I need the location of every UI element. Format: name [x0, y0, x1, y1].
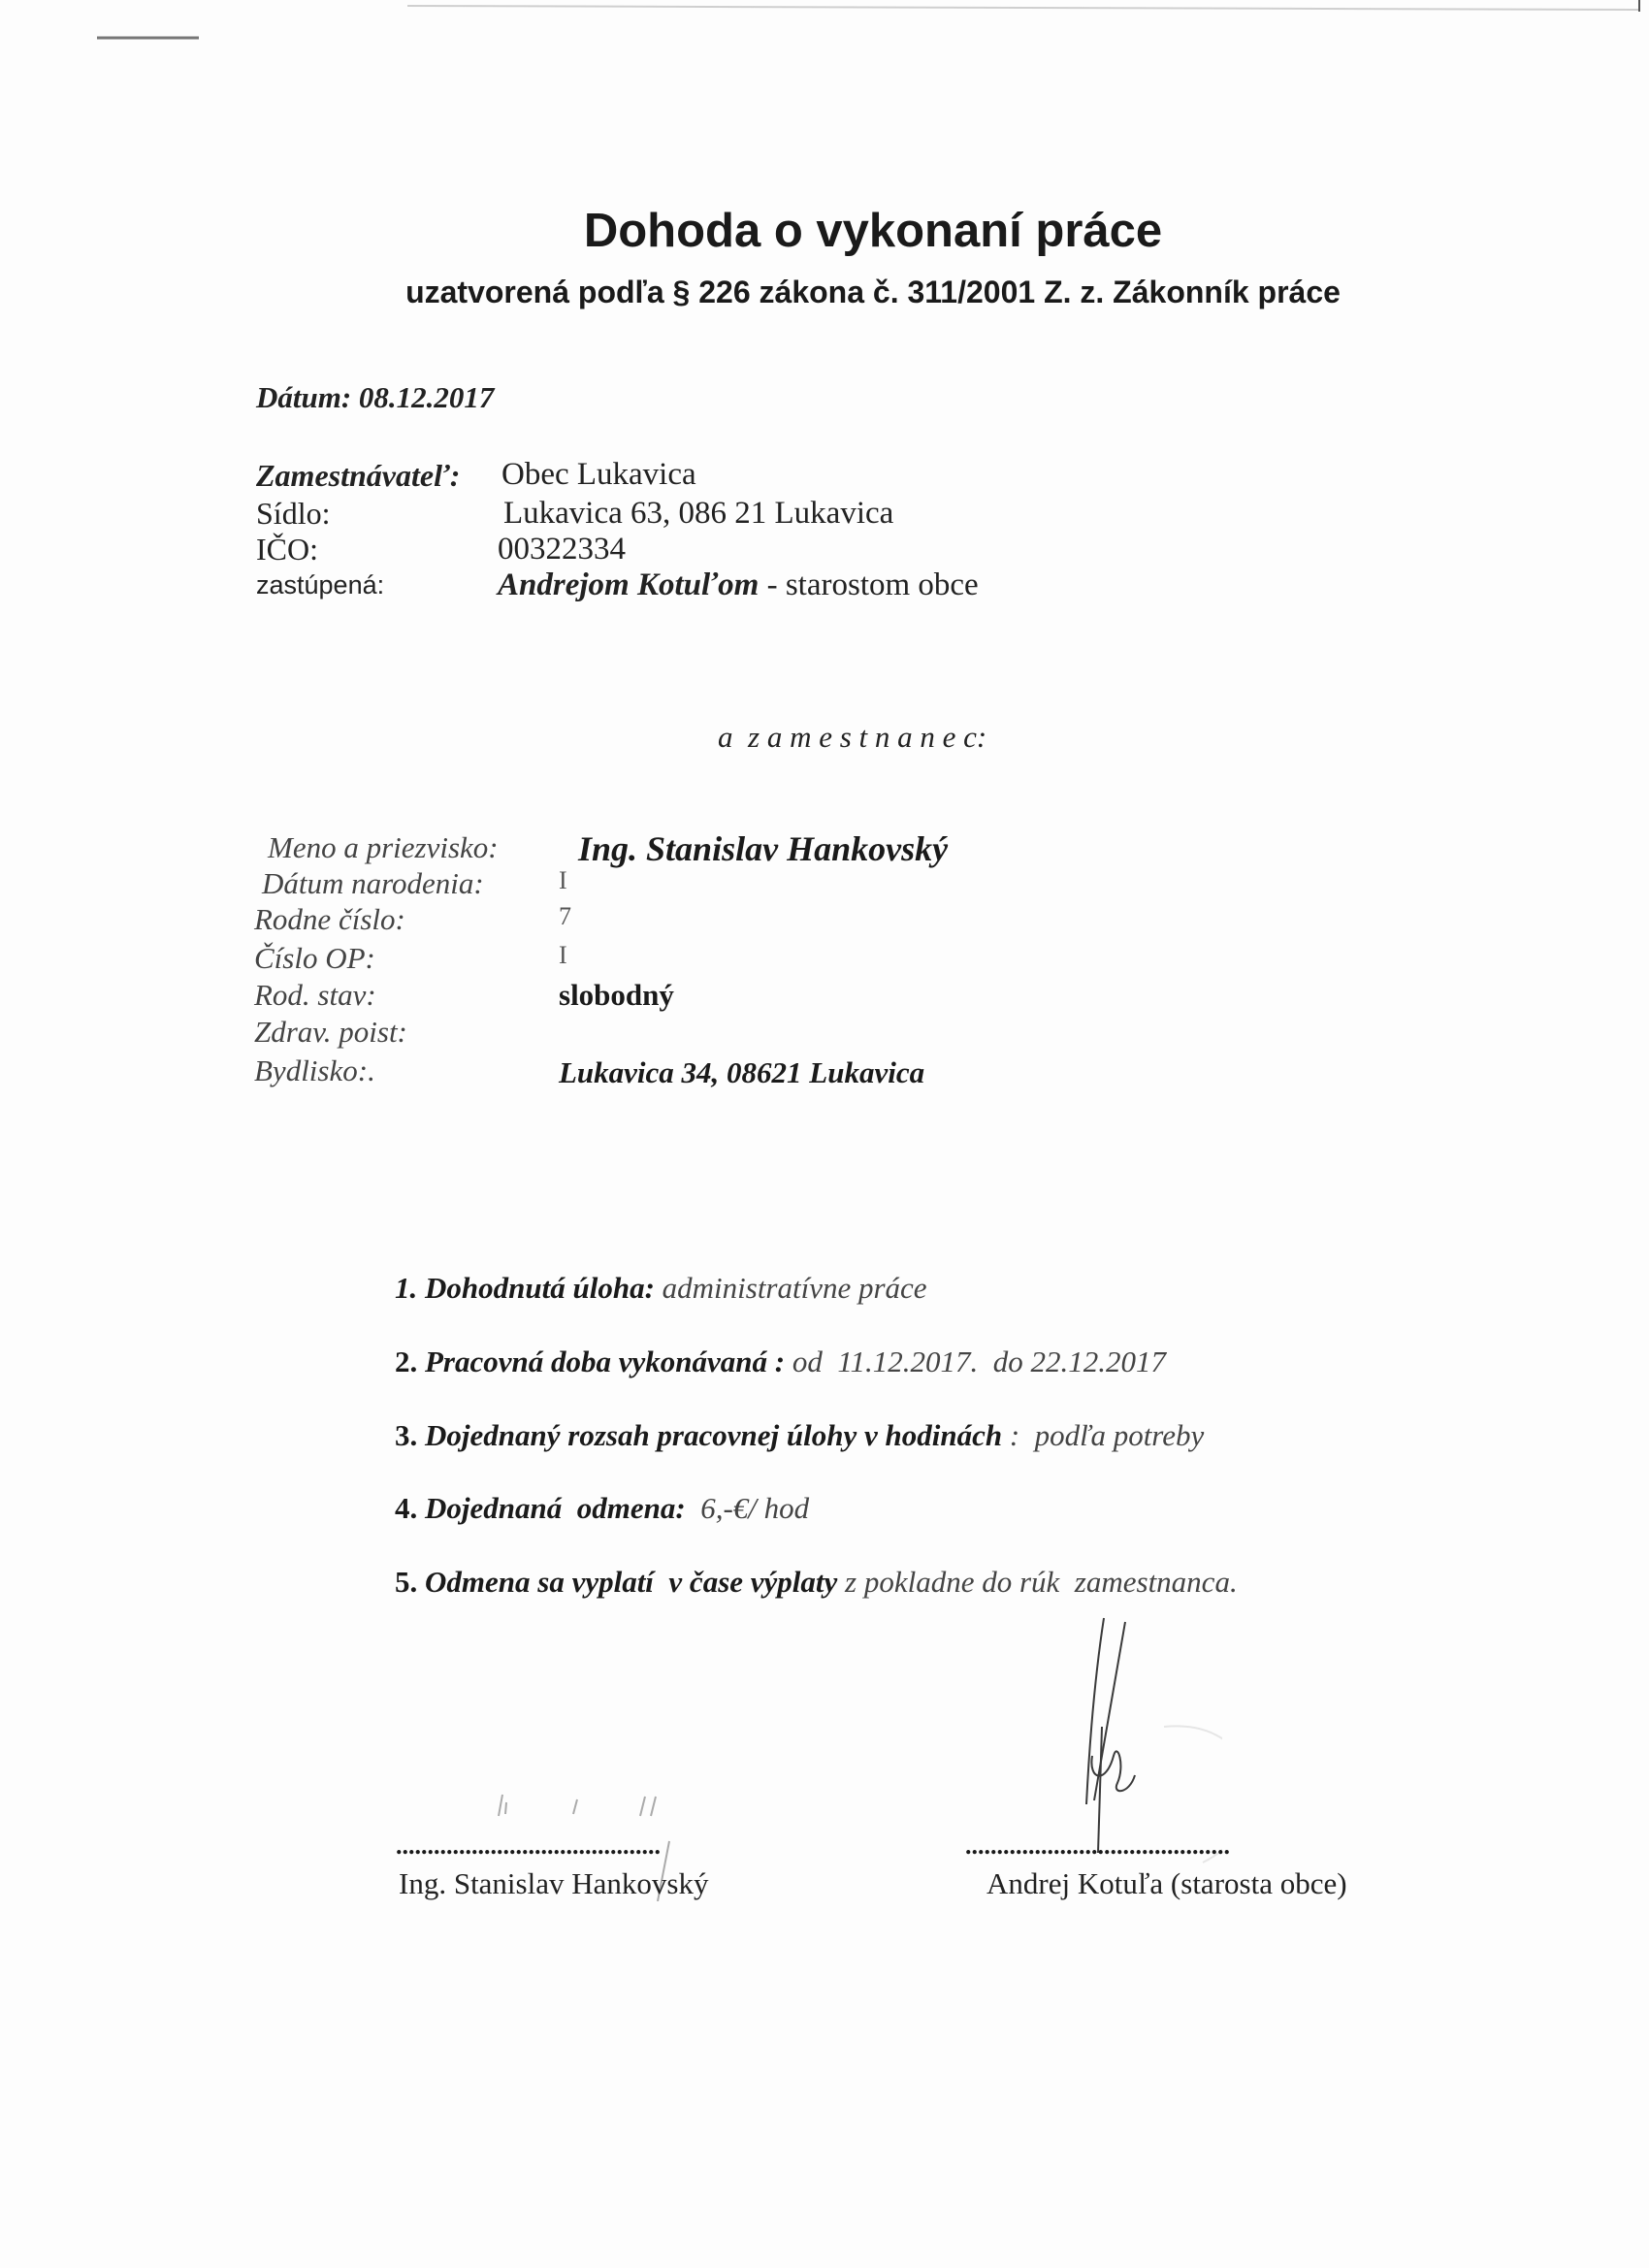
party-separator: a z a m e s t n a n e c:	[718, 720, 987, 754]
employer-signature-line: ..........................................	[965, 1831, 1230, 1860]
term-item	[395, 1418, 1204, 1453]
employer-signature-name: Andrej Kotuľa (starosta obce)	[986, 1866, 1347, 1900]
term-item	[395, 1271, 927, 1306]
document-title: Dohoda o vykonaní práce	[583, 205, 1163, 257]
employee-row-label: Meno a priezvisko:	[268, 830, 499, 864]
employee-signature-name: Ing. Stanislav Hankovský	[399, 1866, 709, 1900]
employee-row-label: Rod. stav:	[254, 978, 376, 1012]
employee-row-value: I	[559, 941, 567, 969]
term-number: 4.	[395, 1491, 418, 1525]
employee-row-label: Zdrav. poist:	[254, 1015, 407, 1049]
employee-row-value: Lukavica 34, 08621 Lukavica	[559, 1055, 925, 1089]
term-item	[395, 1345, 1166, 1379]
term-value: 6,-€/ hod	[685, 1491, 810, 1525]
employee-row-label: Bydlisko:.	[254, 1053, 375, 1087]
term-number: 5.	[395, 1565, 418, 1599]
employer-rep-label: zastúpená:	[256, 570, 385, 599]
employer-name: Obec Lukavica	[501, 457, 696, 492]
document-date: Dátum: 08.12.2017	[256, 380, 495, 414]
employer-representative	[498, 567, 979, 603]
term-value: : podľa potreby	[1002, 1418, 1205, 1452]
employer-label: Zamestnávateľ:	[256, 458, 461, 493]
employer-signature	[1086, 1618, 1135, 1853]
term-label: Dojednaná odmena:	[425, 1491, 686, 1525]
term-item	[395, 1565, 1238, 1600]
term-value: z pokladne do rúk zamestnanca.	[837, 1565, 1238, 1599]
scan-edge-marks	[0, 0, 1649, 58]
employee-row-value: 7	[559, 902, 571, 930]
employer-ico-label: IČO:	[256, 532, 318, 567]
employer-seat-label: Sídlo:	[256, 496, 331, 531]
employee-row-value: slobodný	[559, 978, 674, 1012]
employee-row-label: Dátum narodenia:	[262, 866, 484, 900]
employee-signature-line: ..........................................	[396, 1831, 661, 1860]
employee-row-label: Rodne číslo:	[254, 902, 405, 936]
term-number: 2.	[395, 1345, 418, 1378]
term-number: 3.	[395, 1418, 418, 1452]
employer-rep-role: - starostom obce	[759, 567, 979, 602]
employer-rep-name: Andrejom Kotuľom	[498, 567, 760, 602]
term-number: 1.	[395, 1271, 418, 1305]
term-label: Pracovná doba vykonávaná :	[425, 1345, 786, 1378]
term-value: od 11.12.2017. do 22.12.2017	[785, 1345, 1167, 1378]
term-label: Dohodnutá úloha:	[425, 1271, 655, 1305]
employee-row-value: I	[559, 866, 567, 894]
term-item	[395, 1491, 809, 1526]
employee-row-value: Ing. Stanislav Hankovský	[578, 829, 949, 868]
term-value: administratívne práce	[654, 1271, 927, 1305]
document-subtitle: uzatvorená podľa § 226 zákona č. 311/2001 Z. z. Zákonník práce	[405, 275, 1341, 309]
term-label: Dojednaný rozsah pracovnej úlohy v hodinách	[425, 1418, 1003, 1452]
term-label: Odmena sa vyplatí v čase výplaty	[425, 1565, 838, 1599]
employee-row-label: Číslo OP:	[254, 941, 375, 975]
employer-seat-value: Lukavica 63, 086 21 Lukavica	[503, 496, 894, 531]
employer-ico-value: 00322334	[498, 532, 626, 567]
